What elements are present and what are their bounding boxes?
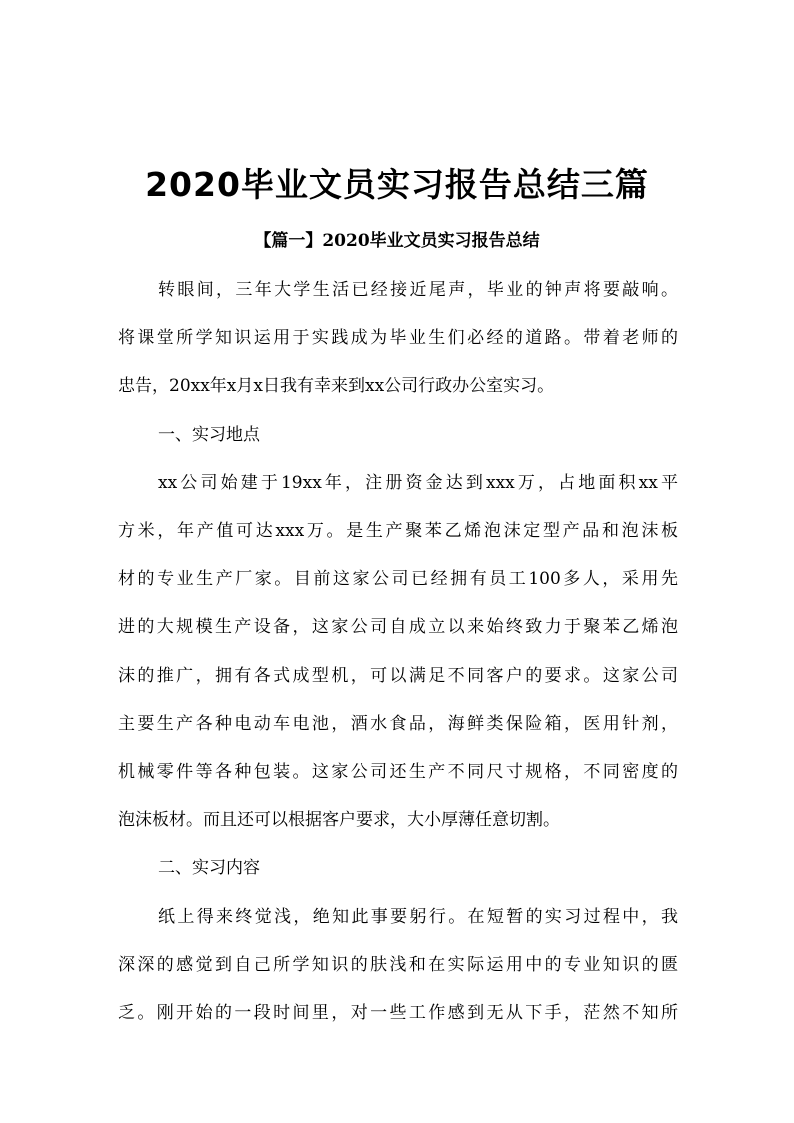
paragraph-line: 方米，年产值可达xxx万。是生产聚苯乙烯泡沫定型产品和泡沫板 [118,521,678,541]
document-title: 2020毕业文员实习报告总结三篇 [145,165,649,204]
paragraph-line: 机械零件等各种包装。这家公司还生产不同尺寸规格，不同密度的 [118,762,678,782]
section-heading: 二、实习内容 [158,858,260,879]
paragraph-line: 主要生产各种电动车电池，酒水食品，海鲜类保险箱，医用针剂， [118,713,678,734]
section-heading: 一、实习地点 [158,424,260,445]
paragraph-line: 材的专业生产厂家。目前这家公司已经拥有员工100多人，采用先 [118,569,678,590]
paragraph-line: 泡沫板材。而且还可以根据客户要求，大小厚薄任意切割。 [118,810,560,831]
paragraph-line: 转眼间，三年大学生活已经接近尾声，毕业的钟声将要敲响。 [158,280,678,300]
paragraph-line: xx公司始建于19xx年，注册资金达到xxx万，占地面积xx平 [158,472,678,493]
paragraph-line: 进的大规模生产设备，这家公司自成立以来始终致力于聚苯乙烯泡 [118,617,678,638]
section-subtitle: 【篇一】2020毕业文员实习报告总结 [254,231,540,251]
paragraph-line: 深深的感觉到自己所学知识的肤浅和在实际运用中的专业知识的匮 [118,954,678,975]
paragraph-line: 乏。刚开始的一段时间里，对一些工作感到无从下手，茫然不知所 [118,1003,678,1023]
paragraph-line: 将课堂所学知识运用于实践成为毕业生们必经的道路。带着老师的 [118,328,678,349]
paragraph-line: 沫的推广，拥有各式成型机，可以满足不同客户的要求。这家公司 [118,665,678,686]
paragraph-line: 纸上得来终觉浅，绝知此事要躬行。在短暂的实习过程中，我 [158,906,678,927]
paragraph-line: 忠告，20xx年x月x日我有幸来到xx公司行政办公室实习。 [118,376,555,397]
